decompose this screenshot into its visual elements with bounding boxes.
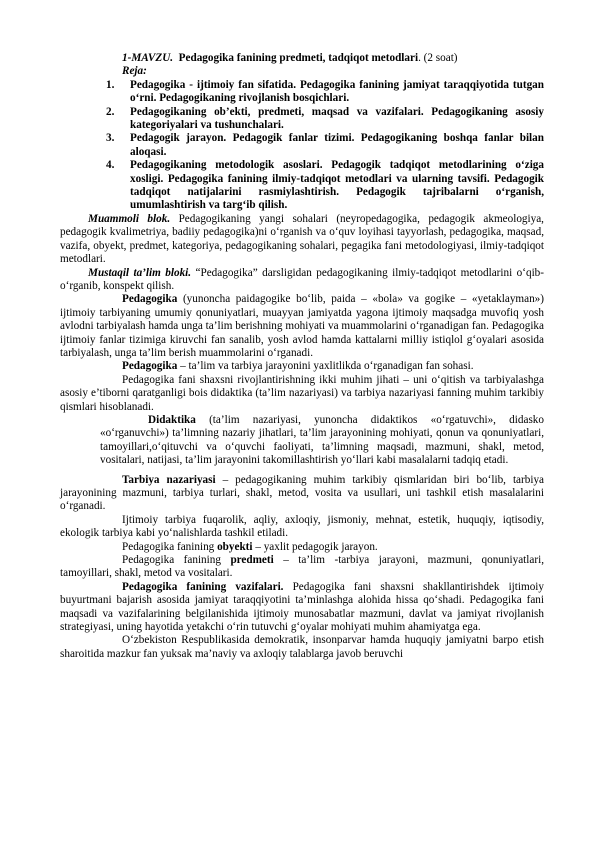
problem-block-label: Muammoli blok. — [88, 212, 171, 225]
subject-pre: Pedagogika fanining — [122, 554, 231, 567]
plan-item — [60, 79, 544, 106]
subject-post: – ta’lim -tarbiya jarayoni, mazmuni, qonuniyatlari, tamoyillari, shakl, metod va vositalari. — [60, 554, 544, 580]
object-post: – yaxlit pedagogik jarayon. — [252, 540, 378, 553]
object-term: obyekti — [217, 540, 253, 553]
pedagogy-definition-text: (yunoncha paidagogike bo‘lib, paida – «bola» va gogike – «yetaklayman») ijtimoiy tarbiyaning umumiy qonuniyatlari, muayyan jamiyatda yagona ijtimoiy maqsadga muvofiq yosh avlodni tarbiyalash hamda unga ta’lim berishning mohiyati va muammolarini o‘rganadigan fan. Pedagogika ijtimoiy fanlar tizimiga kiruvchi fan sanalib, yosh avlod hamda kattalarni milliy istiqlol g‘oyalari asosida tarbiyalash, unga ta’lim berish muammolarini o‘rganadi. — [60, 293, 544, 359]
pedagogy-short-text: – ta’lim va tarbiya jarayonini yaxlitlikda o‘rganadigan fan sohasi. — [177, 360, 474, 373]
plan-item — [60, 159, 544, 213]
didactics-paragraph — [60, 414, 544, 468]
didactics-term: Didaktika — [148, 413, 196, 426]
lesson-title-text: Pedagogika fanining predmeti, tadqiqot metodlari — [178, 52, 419, 64]
problem-block-paragraph — [60, 213, 544, 267]
tasks-text: Pedagogika fani shaxsni shakllantirishdek ijtimoiy buyurtmani bajarish asosida jamiyat taraqqiyotini ta’minlashga alohida hissa qo‘shadi. Pedagogika fani maqsadi va vazifalarining belgilanishida ijtimoiy munosabatlar mazmuni, davlat va jamiyat rivojlanish strategiyasi, uning hayotida yetakchi o‘rin tutuvchi g‘oyalar mohiyati muhim ahamiyatga ega. — [60, 580, 545, 634]
lesson-title — [60, 52, 544, 65]
tasks-paragraph — [60, 581, 544, 635]
self-study-paragraph — [60, 267, 544, 294]
social-upbringing-paragraph: Ijtimoiy tarbiya fuqarolik, aqliy, axloqiy, jismoniy, mehnat, estetik, huquqiy, iqtisodiy, ekologik tarbiya kabi yo‘nalishlarda tashkil etiladi. — [60, 513, 544, 540]
pedagogy-term: Pedagogika — [122, 360, 178, 373]
object-paragraph — [60, 541, 544, 554]
plan-item-number: 3. — [106, 132, 115, 145]
document-body — [60, 52, 544, 661]
plan-item-text: Pedagogika - ijtimoiy fan sifatida. Pedagogika fanining jamiyat taraqqiyotida tutgan o‘rni. Pedagogikaning rivojlanish bosqichlari. — [130, 78, 544, 105]
lesson-hours: . (2 soat) — [418, 52, 458, 64]
plan-item-text: Pedagogikaning ob’ekti, predmeti, maqsad va vazifalari. Pedagogikaning asosiy kategoriyalari va tushunchalari. — [130, 105, 544, 132]
object-pre: Pedagogika fanining — [122, 540, 218, 553]
problem-block-text: Pedagogikaning yangi sohalari (neyropedagogika, pedagogik akmeologiya, pedagogik kvalimetriya, badiiy pedagogika)ni o‘rganish va o‘quv loyihasi tayyorlash, pedagogika, maqsad, vazifa, obyekt, predmet, kategoriya, pedagogikaning sohalari, pegagika fani metodologiyasi, ilmiy-tadqiqot metodlari. — [60, 212, 544, 266]
plan-item-text: Pedagogikaning metodologik asoslari. Pedagogik tadqiqot metodlarining o‘ziga xosligi. Pedagogika fanining ilmiy-tadqiqot metodlari va ularning tavsifi. Pedagogik tadqiqot natijalarini rasmiylashtirish. Pedagogik tajribalarni o‘rganish, umumlashtirish va targ‘ib qilish. — [130, 159, 544, 212]
plan-item-number: 2. — [106, 105, 115, 118]
upbringing-theory-text: – pedagogikaning muhim tarkibiy qismlaridan biri bo‘lib, tarbiya jarayonining mazmuni, tarbiya turlari, shakl, metod, vosita va usullari, uni tashkil etish masalalarini o‘rganadi. — [60, 473, 545, 513]
plan-item — [60, 106, 544, 133]
pedagogy-term: Pedagogika — [122, 293, 178, 306]
subject-term: predmeti — [230, 554, 274, 567]
plan-item — [60, 132, 544, 159]
self-study-text: “Pedagogika” darsligidan pedagogikaning ilmiy-tadqiqot metodlarini o‘qib-o‘rganib, konspekt qilish. — [60, 266, 544, 292]
plan-list — [60, 79, 544, 213]
pedagogy-parts-paragraph: Pedagogika fani shaxsni rivojlantirishning ikki muhim jihati – uni o‘qitish va tarbiyalashga asosiy e’tiborni qaratganligi bois didaktika (ta’lim nazariyasi) va tarbiya nazariyasi fanning muhim tarkibiy qismlari hisoblanadi. — [60, 373, 544, 413]
tasks-term: Pedagogika fanining vazifalari. — [122, 580, 284, 593]
upbringing-theory-term: Tarbiya nazariyasi — [122, 473, 216, 486]
lesson-unit: 1-MAVZU. — [122, 52, 174, 64]
self-study-label: Mustaqil ta’lim bloki. — [88, 266, 192, 279]
plan-item-text: Pedagogik jarayon. Pedagogik fanlar tizimi. Pedagogikaning boshqa fanlar bilan aloqasi. — [130, 132, 544, 158]
subject-paragraph — [60, 554, 544, 581]
uzbekistan-paragraph: O‘zbekiston Respublikasida demokratik, insonparvar hamda huquqiy jamiyatni barpo etish sharoitida mazkur fan yuksak ma’naviy va axloqiy talablarga javob beruvchi — [60, 634, 544, 660]
upbringing-theory-paragraph — [60, 474, 544, 514]
plan-item-number: 4. — [106, 159, 115, 172]
plan-heading: Reja: — [122, 65, 147, 78]
pedagogy-definition-paragraph — [60, 293, 544, 360]
pedagogy-short-paragraph — [60, 360, 544, 373]
didactics-text: (ta’lim nazariyasi, yunoncha didaktikos «o‘rgatuvchi», didasko «o‘rganuvchi») ta’limning nazariy jihatlari, ta’lim jarayonining mohiyati, qonun va qonuniyatlari, tamoyillari,o‘qituvchi va o‘quvchi faoliyati, ta’limning maqsadi, mazmuni, shakl, metod, vositalari, natijasi, ta’lim jarayonini takomillashtirish yo‘llari kabi masalalarni tadqiq etadi. — [100, 413, 544, 467]
plan-item-number: 1. — [106, 78, 115, 91]
